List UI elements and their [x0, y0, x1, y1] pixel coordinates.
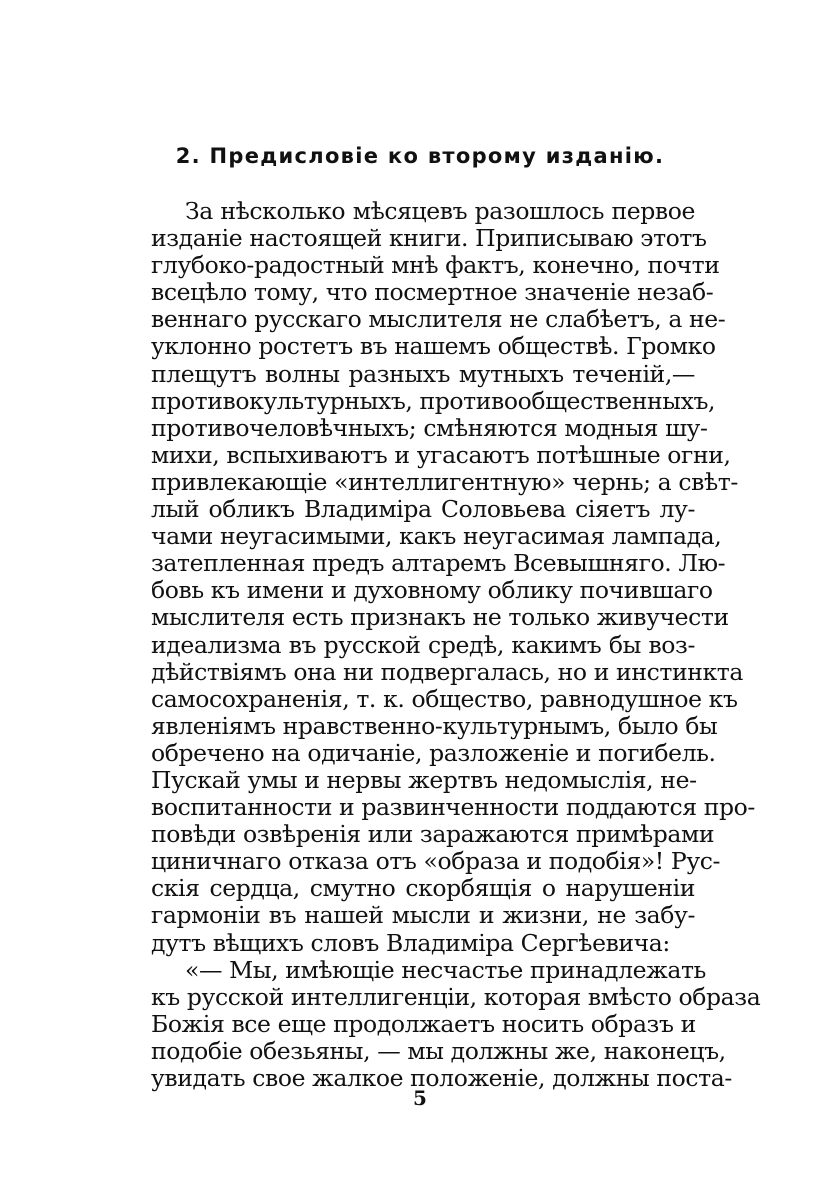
text-line: уклонно ростетъ въ нашемъ обществѣ. Громко: [151, 332, 716, 361]
text-line: гармоніи въ нашей мысли и жизни, не забу-: [151, 901, 695, 930]
text-line: глубоко-радостный мнѣ фактъ, конечно, почти: [151, 251, 720, 280]
text-line: веннаго русскаго мыслителя не слабѣетъ, а не-: [151, 305, 726, 334]
text-line: привлекающіе «интеллигентную» чернь; а свѣт-: [151, 467, 738, 496]
text-line: мыслителя есть признакъ не только живучести: [151, 603, 729, 632]
text-line: плещутъ волны разныхъ мутныхъ теченій,—: [151, 359, 695, 388]
text-line: явленіямъ нравственно-культурнымъ, было бы: [151, 711, 718, 740]
body-text: [151, 197, 761, 1092]
text-line: михи, вспыхиваютъ и угасаютъ потѣшные огни,: [151, 440, 731, 469]
text-line: къ русской интеллигенціи, которая вмѣсто образа: [151, 982, 761, 1011]
text-line: дѣйствіямъ она ни подвергалась, но и инстинкта: [151, 657, 743, 686]
text-line: лый обликъ Владиміра Соловьева сіяетъ лу-: [151, 495, 695, 524]
text-line: противочеловѣчныхъ; смѣняются модныя шу-: [151, 413, 708, 442]
text-line: подобіе обезьяны, — мы должны же, наконецъ,: [151, 1036, 726, 1065]
text-line: воспитанности и развинченности поддаются про-: [151, 793, 755, 822]
text-line: скія сердца, смутно скорбящія о нарушеніи: [151, 874, 695, 903]
page-number: 5: [413, 1086, 427, 1110]
text-line: повѣди озвѣренія или заражаются примѣрами: [151, 820, 715, 849]
text-line: чами неугасимыми, какъ неугасимая лампада,: [151, 522, 722, 551]
text-line: За нѣсколько мѣсяцевъ разошлось первое: [185, 197, 695, 225]
text-line: «— Мы, имѣющіе несчастье принадлежать: [185, 955, 706, 984]
text-line: обречено на одичаніе, разложеніе и погибель.: [151, 738, 716, 767]
text-line: изданіе настоящей книги. Приписываю этотъ: [151, 224, 707, 253]
text-line: затепленная предъ алтаремъ Всевышняго. Лю-: [151, 549, 726, 578]
text-line: самосохраненія, т. к. общество, равнодушное къ: [151, 684, 738, 713]
text-line: противокультурныхъ, противообщественныхъ,: [151, 386, 716, 415]
text-line: Пускай умы и нервы жертвъ недомыслія, не-: [151, 765, 697, 794]
text-line: Божія все еще продолжаетъ носить образъ и: [151, 1009, 696, 1038]
section-heading: 2. Предисловіе ко второму изданію.: [175, 144, 665, 168]
text-line: идеализма въ русской средѣ, какимъ бы воз-: [151, 630, 695, 659]
text-line: бовь къ имени и духовному облику почившаго: [151, 576, 713, 605]
text-line: циничнаго отказа отъ «образа и подобія»! Рус-: [151, 847, 721, 876]
text-line: всецѣло тому, что посмертное значеніе незаб-: [151, 278, 714, 307]
text-line: дутъ вѣщихъ словъ Владиміра Сергѣевича:: [151, 928, 670, 957]
text-line: увидать свое жалкое положеніе, должны поста-: [151, 1064, 732, 1092]
